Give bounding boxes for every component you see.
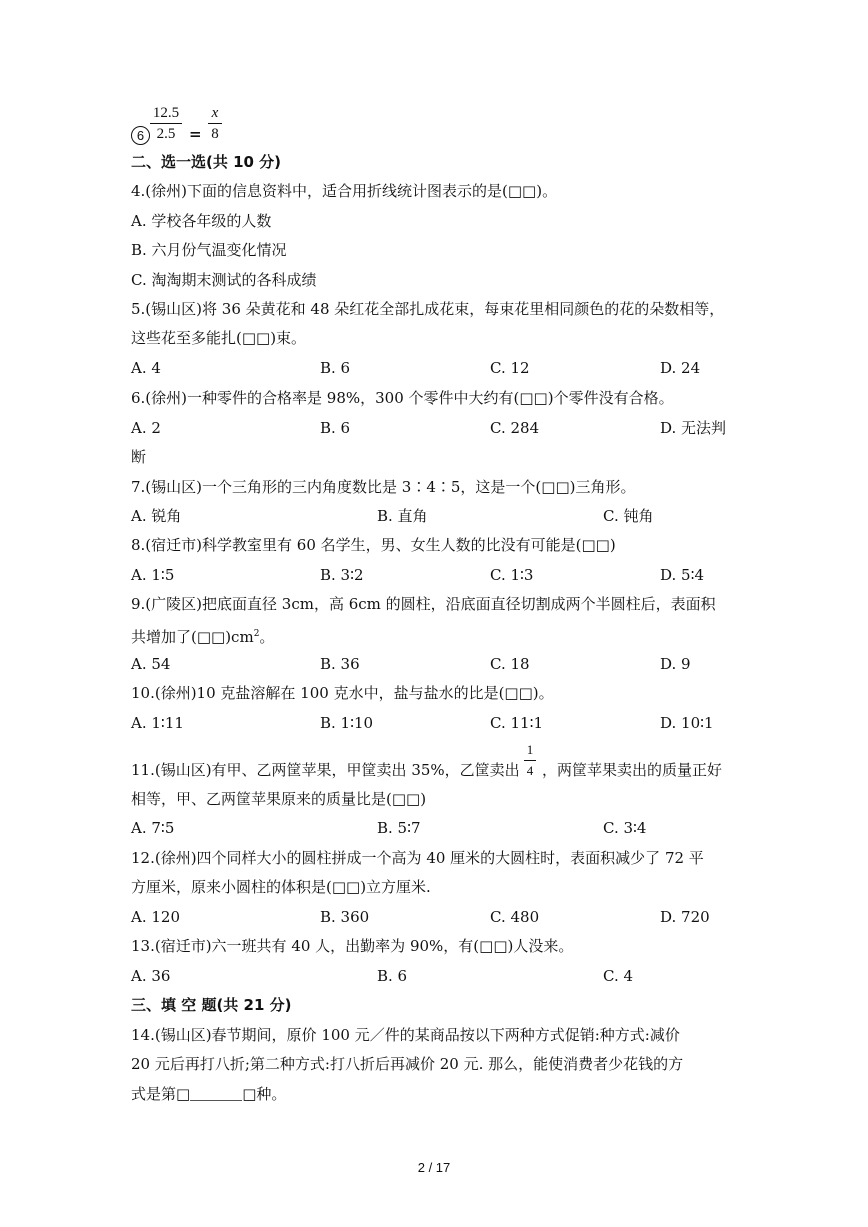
option-b: B. 6 (320, 419, 351, 437)
question-stem-cont (131, 624, 274, 647)
option-d: D. 无法判 (660, 419, 727, 437)
fraction-denominator: 4 (526, 763, 534, 778)
option-c: C. 3∶4 (603, 819, 647, 837)
question-stem: 14.(锡山区)春节期间，原价 100 元／件的某商品按以下两种方式促销:种方式:减价 (131, 1026, 680, 1044)
stem-text: 共增加了(□□)cm (131, 628, 254, 646)
section-heading: 二、选一选(共 10 分) (131, 153, 282, 171)
question-stem: 12.(徐州)四个同样大小的圆柱拼成一个高为 40 厘米的大圆柱时，表面积减少了 72 平 (131, 849, 704, 867)
option-c: C. 4 (603, 967, 634, 985)
option-b: B. 六月份气温变化情况 (131, 241, 287, 259)
option-b: B. 3∶2 (320, 566, 364, 584)
option-a: A. 锐角 (131, 507, 182, 525)
fraction-one-quarter (524, 741, 536, 780)
option-a: A. 54 (131, 655, 171, 673)
question-stem: 8.(宿迁市)科学教室里有 60 名学生，男、女生人数的比没有可能是(□□) (131, 536, 616, 554)
option-d: D. 5∶4 (660, 566, 705, 584)
option-c: C. 钝角 (603, 507, 654, 525)
option-b: B. 36 (320, 655, 360, 673)
question-stem: 13.(宿迁市)六一班共有 40 人，出勤率为 90%，有(□□)人没来。 (131, 937, 574, 955)
fraction-bar (524, 760, 536, 761)
option-d: D. 10∶1 (660, 714, 714, 732)
stem-end: 。 (259, 628, 275, 646)
question-stem: 6.(徐州)一种零件的合格率是 98%，300 个零件中大约有(□□)个零件没有合格。 (131, 389, 674, 407)
question-stem-cont: 20 元后再打八折;第二种方式:打八折后再减价 20 元. 那么，能使消费者少花钱的方 (131, 1055, 684, 1073)
page-number: 2 / 17 (417, 1160, 451, 1175)
option-a: A. 1∶5 (131, 566, 175, 584)
option-b: B. 6 (320, 359, 351, 377)
question-stem: 11.(锡山区)有甲、乙两筐苹果，甲筐卖出 35%，乙筐卖出 (131, 761, 520, 779)
question-stem-cont: 方厘米，原来小圆柱的体积是(□□)立方厘米. (131, 878, 431, 896)
superscript: 2 (253, 629, 260, 639)
option-b: B. 6 (377, 967, 408, 985)
option-a: A. 120 (131, 908, 180, 926)
fraction-numerator: 12.5 (152, 105, 180, 121)
question-stem-cont: 相等，甲、乙两筐苹果原来的质量比是(□□) (131, 790, 427, 808)
option-c: C. 284 (490, 419, 540, 437)
stem-end: □种。 (242, 1085, 287, 1103)
option-c: C. 11∶1 (490, 714, 544, 732)
question-stem: 10.(徐州)10 克盐溶解在 100 克水中，盐与盐水的比是(□□)。 (131, 684, 554, 702)
option-c: C. 12 (490, 359, 530, 377)
question-stem: 5.(锡山区)将 36 朵黄花和 48 朵红花全部扎成花束，每束花里相同颜色的花的朵数相等， (131, 300, 725, 318)
option-a: A. 7∶5 (131, 819, 175, 837)
fraction-left (150, 104, 182, 143)
option-d-cont: 断 (131, 448, 147, 466)
option-c: C. 480 (490, 908, 540, 926)
option-a: A. 1∶11 (131, 714, 184, 732)
option-a: A. 学校各年级的人数 (131, 212, 272, 230)
question-stem: 7.(锡山区)一个三角形的三内角度数比是 3∶4∶5，这是一个(□□)三角形。 (131, 478, 636, 496)
option-a: A. 36 (131, 967, 171, 985)
question-stem-tail: ，两筐苹果卖出的质量正好 (542, 761, 723, 779)
option-c: C. 1∶3 (490, 566, 534, 584)
fraction-numerator: x (211, 105, 219, 121)
option-c: C. 18 (490, 655, 530, 673)
equals-sign: = (189, 125, 202, 143)
fraction-right (208, 104, 222, 143)
option-b: B. 5∶7 (377, 819, 421, 837)
stem-text: 式是第□ (131, 1085, 191, 1103)
question-stem: 4.(徐州)下面的信息资料中，适合用折线统计图表示的是(□□)。 (131, 182, 558, 200)
fraction-denominator: 2.5 (156, 126, 176, 142)
section-heading: 三、填 空 题(共 21 分) (131, 996, 292, 1014)
option-a: A. 2 (131, 419, 161, 437)
option-d: D. 720 (660, 908, 710, 926)
question-stem-cont (131, 1084, 286, 1104)
question-stem-cont: 这些花至多能扎(□□)束。 (131, 329, 307, 347)
question-number-circle: 6 (131, 126, 150, 145)
option-b: B. 1∶10 (320, 714, 374, 732)
option-d: D. 9 (660, 655, 691, 673)
option-c: C. 淘淘期末测试的各科成绩 (131, 271, 317, 289)
option-b: B. 直角 (377, 507, 428, 525)
fraction-bar (208, 123, 222, 124)
fraction-denominator: 8 (211, 126, 219, 142)
fraction-bar (150, 123, 182, 124)
option-b: B. 360 (320, 908, 370, 926)
question-stem: 9.(广陵区)把底面直径 3cm，高 6cm 的圆柱，沿底面直径切割成两个半圆柱后，表面积 (131, 595, 716, 613)
answer-blank[interactable] (190, 1086, 242, 1101)
option-d: D. 24 (660, 359, 701, 377)
option-a: A. 4 (131, 359, 161, 377)
fraction-numerator: 1 (526, 742, 534, 757)
